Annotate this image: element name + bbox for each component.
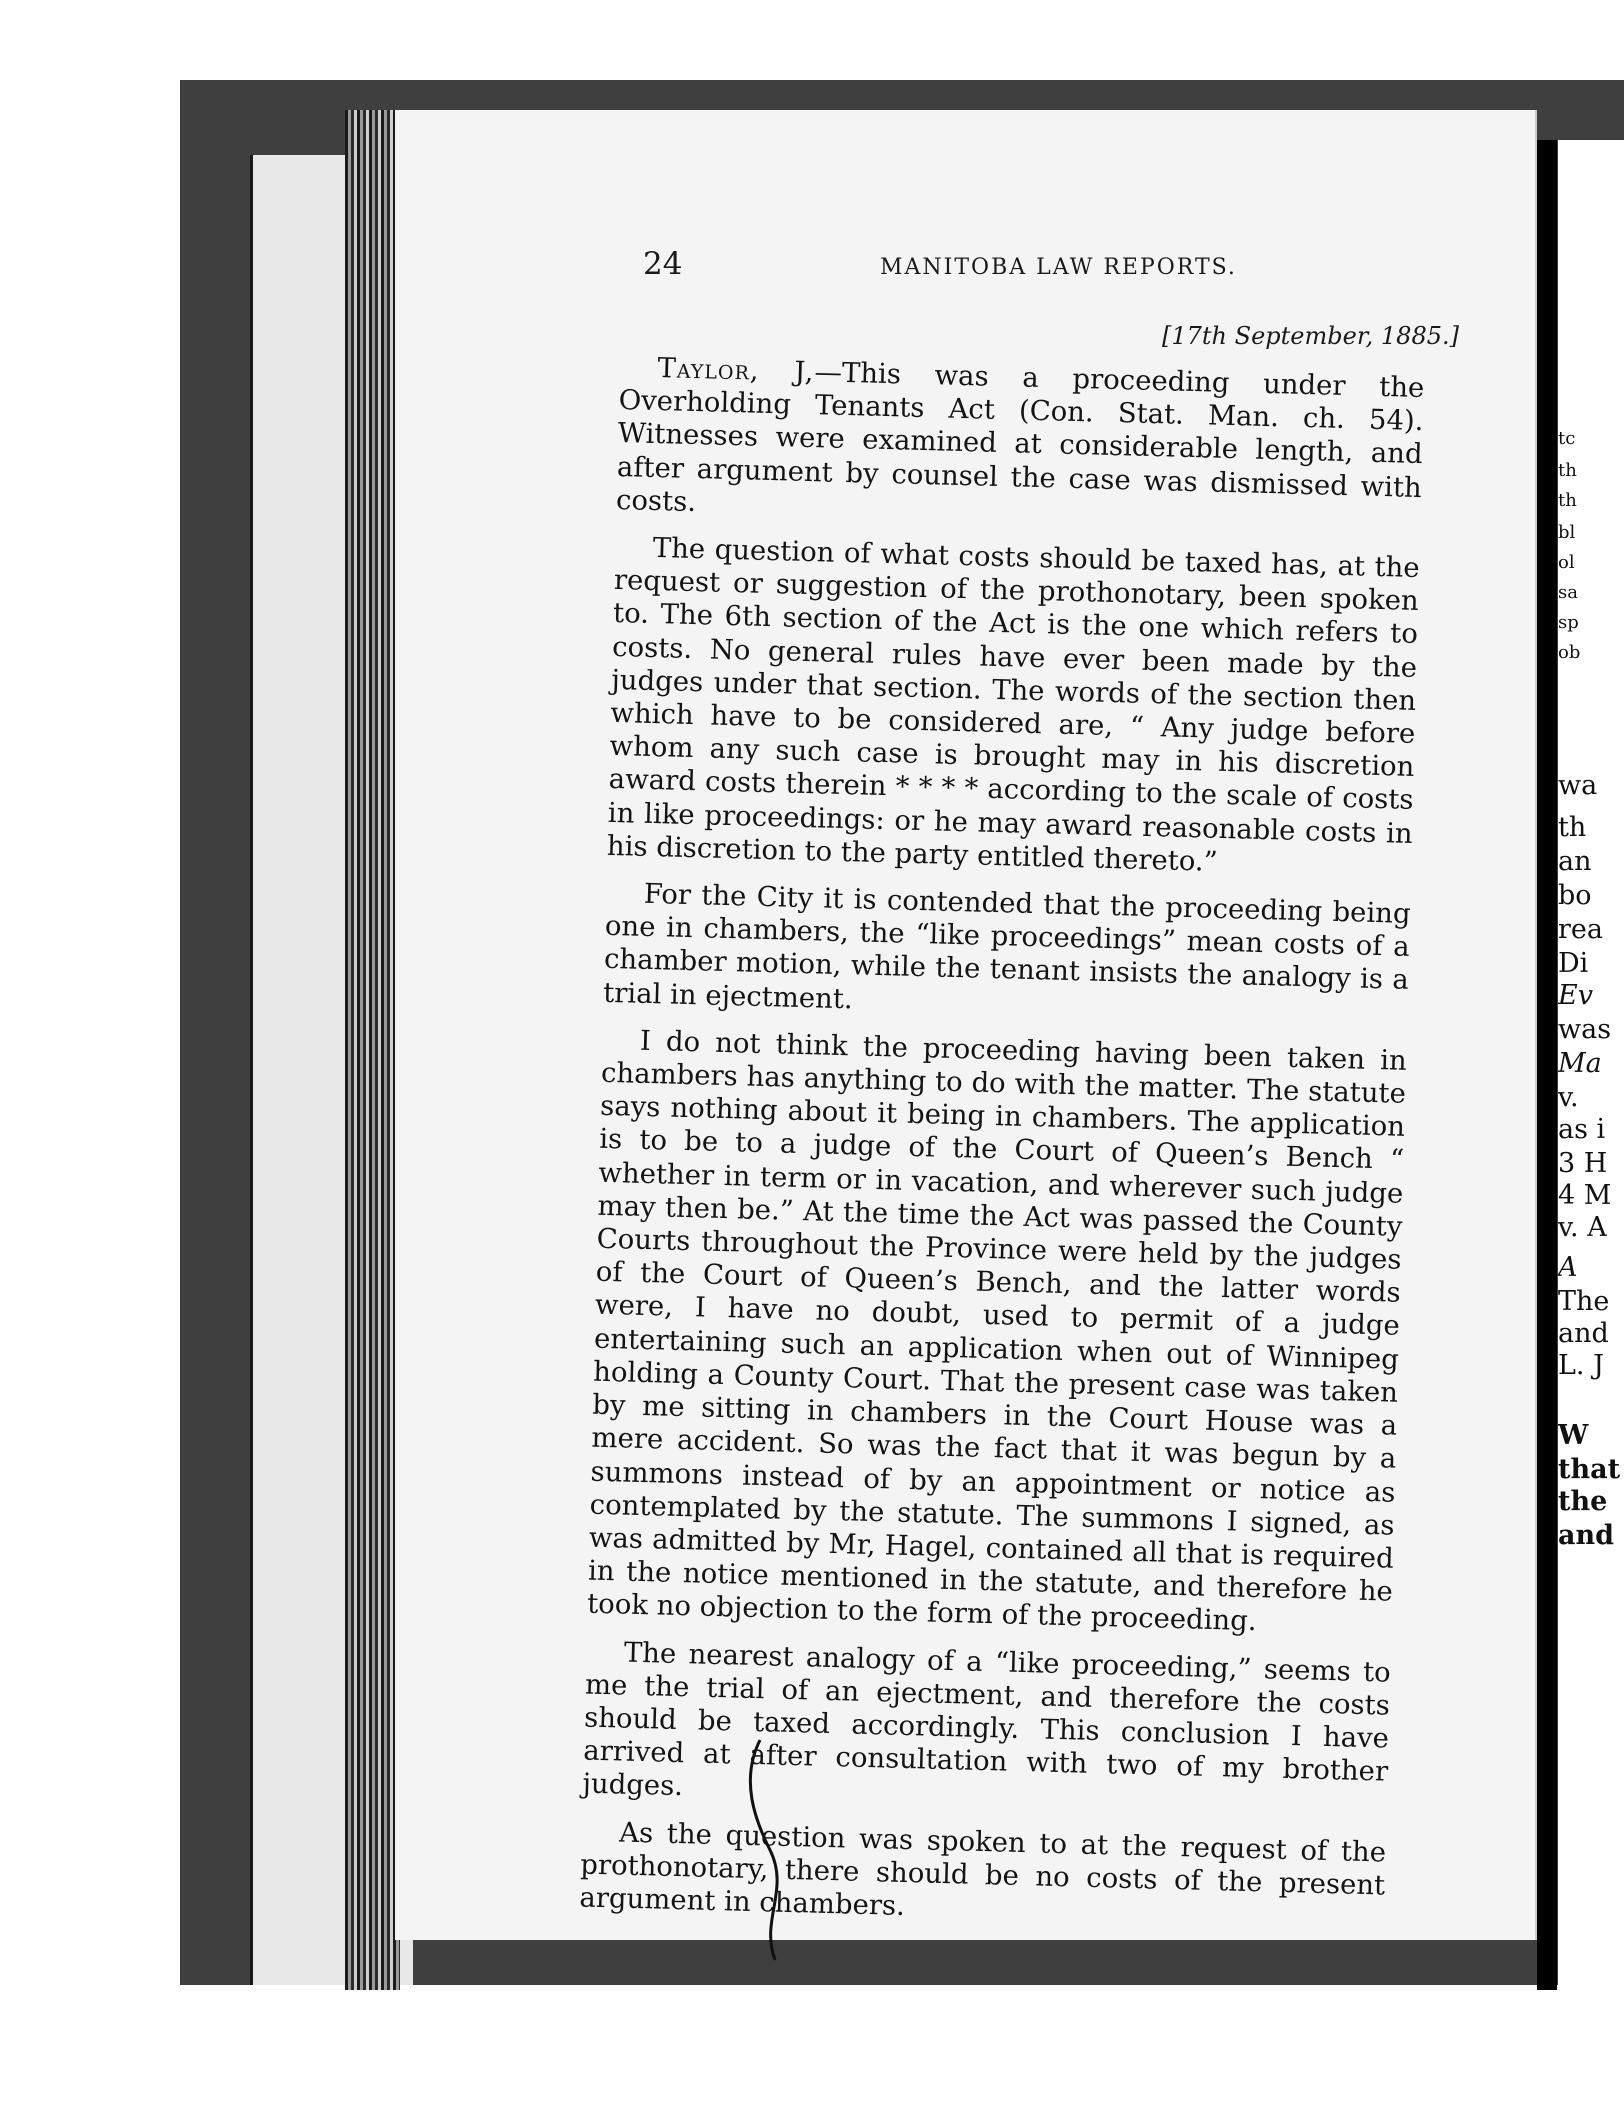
paragraph: As the question was spoken to at the request of the prothonotary, there should be no costs of the present argument in chambers. xyxy=(579,1816,1387,1922)
facing-page-fragment: rea xyxy=(1558,914,1603,945)
facing-page-fragment: L. J xyxy=(1558,1350,1604,1381)
facing-page-fragment: 3 H xyxy=(1558,1148,1608,1179)
facing-page-fragment: was xyxy=(1558,1014,1612,1045)
facing-page-fragment: Ma xyxy=(1558,1048,1602,1079)
facing-page-fragment: bo xyxy=(1558,880,1592,911)
judgment-text xyxy=(579,351,1425,1950)
facing-page-fragment: that xyxy=(1558,1454,1621,1485)
judge-name: Taylor, J, xyxy=(657,351,815,389)
facing-page-fragment: and xyxy=(1558,1318,1609,1349)
paragraph: The nearest analogy of a “like proceeding,” seems to me the trial of an ejectment, and therefore the costs should be taxed accordingly. This conclusion I have arrived at after consultation with two of my brother judges. xyxy=(582,1636,1392,1803)
running-head: MANITOBA LAW REPORTS. xyxy=(880,255,1237,280)
facing-page-fragment: sp xyxy=(1558,612,1579,633)
paragraph: I do not think the proceeding having been taken in chambers has anything to do with the matter. The statute says nothing about it being in chambers. The application is to be to a judge of the Court of Queen’s Bench “ whether in term or in vacation, and wherever such judge may then be.” At the time the Act was passed the County Courts throughout the Province were held by the judges of the Court of Queen’s Bench, and the latter words were, I have no doubt, used to permit of a judge entertaining such an application when out of Winnipeg holding a County Court. That the present case was taken by me sitting in chambers in the Court House was a mere accident. So was the fact that it was begun by a summons instead of by an appointment or notice as contemplated by the statute. The summons I signed, as was admitted by Mr, Hagel, contained all that is required in the notice mentioned in the statute, and therefore he took no objection to the form of the proceeding. xyxy=(586,1024,1408,1638)
facing-page-fragment: Di xyxy=(1558,948,1589,979)
facing-page-fragment: wa xyxy=(1558,770,1598,801)
facing-page-fragment: th xyxy=(1558,812,1587,843)
page-number: 24 xyxy=(643,246,683,282)
facing-page-fragment: as i xyxy=(1558,1114,1606,1145)
paragraph: For the City it is contended that the proceeding being one in chambers, the “like proceedings” mean costs of a chamber motion, while the tenant insists the analogy is a trial in ejectment. xyxy=(602,877,1411,1015)
facing-page-fragment: v. A xyxy=(1558,1212,1607,1243)
judgment-date: [17th September, 1885.] xyxy=(1162,322,1459,350)
page-stack-edges xyxy=(345,110,400,1990)
facing-page-fragment: th xyxy=(1558,490,1577,511)
facing-page-fragment: The xyxy=(1558,1286,1610,1317)
facing-page-fragment: v. xyxy=(1558,1082,1579,1113)
facing-page-fragment: Ev xyxy=(1558,980,1593,1011)
facing-page-fragment: ob xyxy=(1558,642,1581,663)
facing-page-fragment: tc xyxy=(1558,428,1576,449)
facing-page-fragment: an xyxy=(1558,846,1592,877)
book-gutter xyxy=(1537,140,1557,1990)
facing-page-fragment: th xyxy=(1558,460,1577,481)
facing-page-fragment: and xyxy=(1558,1520,1615,1551)
scan-margin-bottom xyxy=(180,1985,1624,2112)
scan-margin-left xyxy=(0,0,180,2112)
facing-page-fragment: sa xyxy=(1558,582,1578,603)
facing-page-fragment: ol xyxy=(1558,552,1575,573)
facing-page xyxy=(1558,140,1624,1990)
facing-page-fragment: the xyxy=(1558,1486,1608,1517)
facing-page-fragment: bl xyxy=(1558,522,1576,543)
paragraph: Taylor, J,—This was a proceeding under the Overholding Tenants Act (Con. Stat. Man. ch. 54). Witnesses were examined at considerable length, and after argument by counsel the case was dismissed with costs. xyxy=(615,351,1425,518)
pen-mark xyxy=(700,1720,820,1970)
facing-page-fragment: 4 M xyxy=(1558,1180,1612,1211)
paragraph: The question of what costs should be taxed has, at the request or suggestion of the prothonotary, been spoken to. The 6th section of the Act is the one which refers to costs. No general rules have ever been made by the judges under that section. The words of the section then which have to be considered are, “ Any judge before whom any such case is brought may in his discretion award costs therein * * * * according to the scale of costs in like proceedings: or he may award reasonable costs in his discretion to the party entitled thereto.” xyxy=(606,531,1421,878)
facing-page-fragment: A xyxy=(1558,1252,1578,1283)
facing-page-fragment: W xyxy=(1558,1420,1589,1451)
